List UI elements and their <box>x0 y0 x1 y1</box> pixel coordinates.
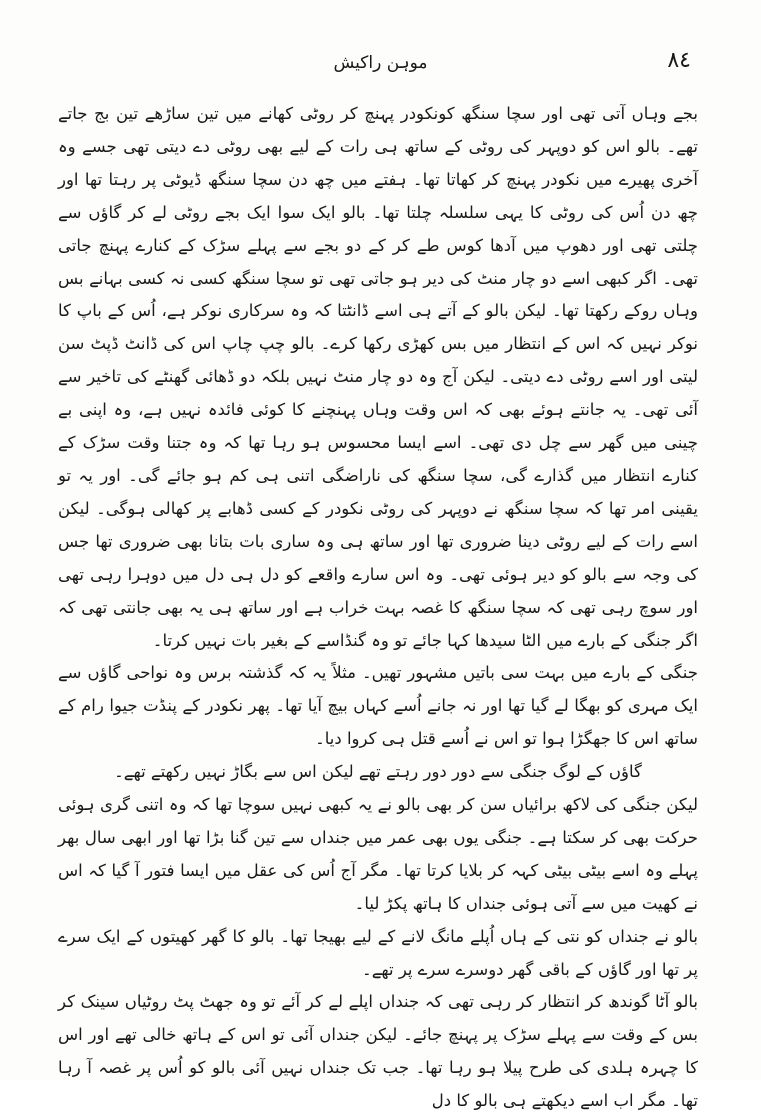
page-number: ٨٤ <box>667 48 691 73</box>
paragraph-5: بالو نے جنداں کو نتی کے ہاں اُپلے مانگ لانے کے لیے بھیجا تھا۔ بالو کا گھر کھیتوں کے ایک سرے پر تھا اور گاؤں کے باقی گھر دوسرے سرے پر تھے۔ <box>58 926 698 979</box>
text-body <box>58 98 698 1118</box>
page-header <box>70 48 691 88</box>
paragraph-2: جنگی کے بارے میں بہت سی باتیں مشہور تھیں۔ مثلاً یہ کہ گذشتہ برس وہ نواحی گاؤں سے ایک مہری کو بھگا لے گیا تھا اور نہ جانے اُسے کہاں بیچ آیا تھا۔ پھر نکودر کے پنڈت جیوا رام کے ساتھ اس کا جھگڑا ہوا تو اس نے اُسے قتل ہی کروا دیا۔ <box>58 663 698 749</box>
paragraph-6: بالو آٹا گوندھ کر انتظار کر رہی تھی کہ جنداں اپلے لے کر آئے تو وہ جھٹ پٹ روٹیاں سینک کر بس کے وقت سے پہلے سڑک پر پہنچ جائے۔ لیکن جنداں آئی تو اس کے ہاتھ خالی تھے اور اس کا چہرہ ہلدی کی طرح پیلا ہو رہا تھا۔ جب تک جنداں نہیں آئی بالو کو اُس پر غصہ آ رہا تھا۔ مگر اب اسے دیکھتے ہی بالو کا دل <box>58 992 698 1111</box>
paragraph-4: لیکن جنگی کی لاکھ برائیاں سن کر بھی بالو نے یہ کبھی نہیں سوچا تھا کہ وہ اتنی گری ہوئی حرکت بھی کر سکتا ہے۔ جنگی یوں بھی عمر میں جنداں سے تین گنا بڑا تھا اور ابھی سال بھر پہلے وہ اسے بیٹی بیٹی کہہ کر بلایا کرتا تھا۔ مگر آج اُس کی عقل میں ایسا فتور آ گیا کہ اس نے کھیت میں سے آتی ہوئی جنداں کا ہاتھ پکڑ لیا۔ <box>58 795 698 913</box>
running-head: موہن راکیش <box>333 53 428 73</box>
paragraph-1: بجے وہاں آتی تھی اور سچا سنگھ کونکودر پہنچ کر روٹی کھانے میں تین ساڑھے تین بج جاتے تھے۔ بالو اس کو دوپہر کی روٹی کے ساتھ ہی رات کے لیے بھی روٹی دے دیتی تھی جسے وہ آخری پھیرے میں نکودر پہنچ کر کھاتا تھا۔ ہفتے میں چھ دن سچا سنگھ ڈیوٹی پر رہتا تھا اور چھ دن اُس کی روٹی کا یہی سلسلہ چلتا تھا۔ بالو ایک سوا ایک بجے روٹی لے کر گاؤں سے چلتی تھی اور دھوپ میں آدھا کوس طے کر کے دو بجے سے پہلے سڑک کے کنارے پہنچ جاتی تھی۔ اگر کبھی اسے دو چار منٹ کی دیر ہو جاتی تھی تو سچا سنگھ کسی نہ کسی بہانے بس وہاں روکے رکھتا تھا۔ لیکن بالو کے آتے ہی اسے ڈانٹتا کہ وہ سرکاری نوکر ہے، اُس کے باپ کا نوکر نہیں کہ اس کے انتظار میں بس کھڑی رکھا کرے۔ بالو چپ چاپ اس کی ڈانٹ ڈپٹ سن لیتی اور اسے روٹی دے دیتی۔ لیکن آج وہ دو چار منٹ نہیں بلکہ دو ڈھائی گھنٹے کی تاخیر سے آئی تھی۔ یہ جانتے ہوئے بھی کہ اس وقت وہاں پہنچنے کا کوئی فائدہ نہیں ہے، وہ اپنی بے چینی میں گھر سے چل دی تھی۔ اسے ایسا محسوس ہو رہا تھا کہ وہ جتنا وقت سڑک کے کنارے انتظار میں گذارے گی، سچا سنگھ کی ناراضگی اتنی ہی کم ہو جائے گی۔ اور یہ تو یقینی امر تھا کہ سچا سنگھ نے دوپہر کی روٹی نکودر کے کسی ڈھابے پر کھالی ہوگی۔ لیکن اسے رات کے لیے روٹی دینا ضروری تھا اور ساتھ ہی وہ ساری بات بتانا بھی ضروری تھا جس کی وجہ سے بالو کو دیر ہوئی تھی۔ وہ اس سارے واقعے کو دل ہی دل میں دوہرا رہی تھی اور سوچ رہی تھی کہ سچا سنگھ کا غصہ بہت خراب ہے اور ساتھ ہی یہ بھی جانتی تھی کہ اگر جنگی کے بارے میں الٹا سیدھا کہا جائے تو وہ گنڈاسے کے بغیر بات نہیں کرتا۔ <box>58 104 698 650</box>
paragraph-3: گاؤں کے لوگ جنگی سے دور دور رہتے تھے لیکن اس سے بگاڑ نہیں رکھتے تھے۔ <box>114 762 642 782</box>
